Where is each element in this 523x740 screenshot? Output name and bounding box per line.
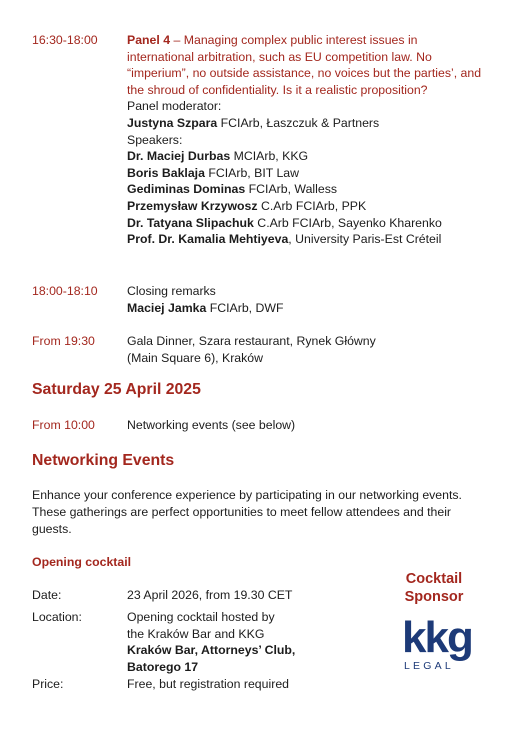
speaker-affil: C.Arb FCIArb, PPK	[257, 198, 367, 213]
sponsor-title-line: Sponsor	[404, 589, 464, 605]
closing-block	[127, 283, 487, 316]
logo-subtext: LEGAL	[404, 660, 454, 672]
moderator-label: Panel moderator:	[127, 99, 222, 114]
moderator-name: Justyna Szpara	[127, 115, 218, 130]
speaker-name: Przemysław Krzywosz	[127, 198, 258, 213]
location-address: Batorego 17	[127, 659, 199, 674]
closing-person-name: Maciej Jamka	[127, 300, 207, 315]
speaker	[127, 231, 487, 248]
speaker	[127, 198, 487, 215]
schedule-time: 16:30-18:00	[32, 33, 98, 47]
speaker-name: Dr. Maciej Durbas	[127, 149, 231, 164]
speaker-name: Prof. Dr. Kamalia Mehtiyeva	[127, 232, 289, 247]
date-value: 23 April 2026, from 19.30 CET	[127, 588, 293, 602]
gala-line: (Main Square 6), Kraków	[127, 350, 264, 365]
speaker	[127, 165, 487, 182]
price-value: Free, but registration required	[127, 677, 289, 691]
sponsor-title	[384, 570, 484, 606]
speakers-label: Speakers:	[127, 132, 183, 147]
date-label: Date:	[32, 588, 62, 602]
kkg-legal-logo	[400, 612, 496, 672]
speaker-affil: , University Paris-Est Créteil	[288, 232, 442, 247]
location-venue: Kraków Bar, Attorneys’ Club,	[127, 643, 296, 658]
saturday-desc: Networking events (see below)	[127, 418, 296, 432]
moderator	[127, 115, 487, 132]
opening-cocktail-heading: Opening cocktail	[32, 555, 132, 569]
speaker-affil: FCIArb, BIT Law	[204, 165, 299, 180]
schedule-time: From 10:00	[32, 418, 95, 432]
location-value	[127, 609, 327, 675]
saturday-heading: Saturday 25 April 2025	[32, 381, 201, 398]
location-line: Opening cocktail hosted by	[127, 610, 275, 624]
closing-person-affil: FCIArb, DWF	[206, 300, 284, 315]
speaker-name: Dr. Tatyana Slipachuk	[127, 215, 254, 230]
panel-4-block	[127, 32, 487, 248]
closing-title: Closing remarks	[127, 284, 216, 298]
speaker-name: Gediminas Dominas	[127, 182, 246, 197]
schedule-time: 18:00-18:10	[32, 284, 98, 298]
speaker-affil: FCIArb, Walless	[245, 182, 338, 197]
gala-block	[127, 333, 487, 366]
price-label: Price:	[32, 677, 64, 691]
speaker	[127, 148, 487, 165]
panel-text: – Managing complex public interest issues in international arbitration, such as EU competition law. No “imperium”, no outside assistance, no voices but the parties’, and the shroud of confidentiality. Is it a realistic proposition?	[127, 33, 482, 97]
speaker-affil: C.Arb FCIArb, Sayenko Kharenko	[253, 215, 442, 230]
speaker-name: Boris Baklaja	[127, 165, 205, 180]
gala-line: Gala Dinner, Szara restaurant, Rynek Główny	[127, 334, 376, 348]
panel-label: Panel 4	[127, 33, 171, 47]
moderator-affil: FCIArb, Łaszczuk & Partners	[217, 115, 380, 130]
panel-description	[127, 33, 481, 97]
closing-person	[127, 300, 487, 317]
location-line: the Kraków Bar and KKG	[127, 626, 265, 641]
networking-heading: Networking Events	[32, 452, 175, 469]
logo-wordmark: kkg	[402, 613, 472, 662]
networking-intro: Enhance your conference experience by participating in our networking events. These gatherings are perfect opportunities to meet fellow attendees and their guests.	[32, 488, 462, 536]
speaker	[127, 215, 487, 232]
speaker-affil: MCIArb, KKG	[230, 149, 309, 164]
sponsor-title-line: Cocktail	[405, 571, 463, 587]
speaker	[127, 181, 487, 198]
location-label: Location:	[32, 610, 82, 624]
schedule-time: From 19:30	[32, 334, 95, 348]
